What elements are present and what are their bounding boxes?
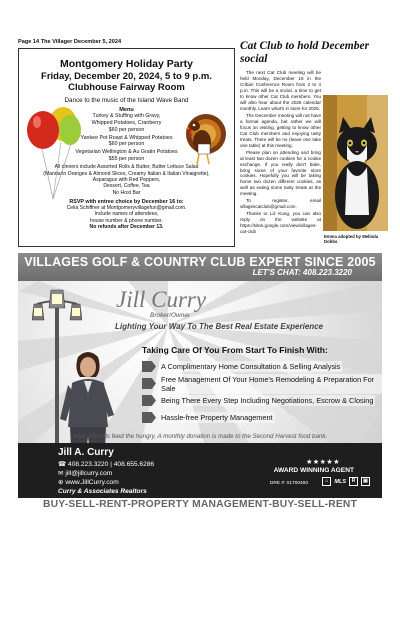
services-list <box>142 359 382 427</box>
mls-logo: MLS <box>334 478 346 485</box>
equal-housing-icon: ⌂ <box>322 477 331 486</box>
referral-note: Your referrals feed the hungry. A monthly donation is made to the Second Harvest food bank. <box>72 433 328 440</box>
service-item: Free Management Of Your Home's Remodeling & Preparation For Sale <box>142 376 382 391</box>
turkey-icon <box>178 104 230 166</box>
included-items: All dinners include Assorted Rolls & Butter, Butter Lettuce Salad (Mandarin Oranges & Almond Slices, Creamy Italian & Italian Vinaigrette), Asparagus with Red Peppers, Dessert, Coffee, Tea No Host Bar <box>43 164 210 196</box>
ad-headline: VILLAGES GOLF & COUNTRY CLUB EXPERT SINCE 2005 <box>24 255 376 269</box>
real-estate-ad <box>18 253 382 511</box>
realtor-icon: R <box>349 477 358 486</box>
services-title: Taking Care Of You From Start To Finish With: <box>142 345 328 355</box>
page-header: Page 14 The Villager December 5, 2024 <box>18 39 122 45</box>
ad-contact-footer <box>18 443 382 498</box>
service-item: Being There Every Step Including Negotiations, Escrow & Closing <box>142 393 382 408</box>
agent-name-script: Jill Curry <box>116 287 207 312</box>
party-title: Montgomery Holiday Party <box>59 58 194 70</box>
ad-slogan: Lighting Your Way To The Best Real Estate Experience <box>115 322 324 331</box>
arrow-bullet-icon <box>142 361 156 372</box>
service-item: A Complimentary Home Consultation & Selling Analysis <box>142 359 382 374</box>
party-venue: Clubhouse Fairway Room <box>68 81 185 93</box>
service-item: Hassle-free Property Management <box>142 410 382 425</box>
rsvp-line: RSVP with entree choice by December 16 to: <box>69 198 184 205</box>
menu-item: Yankee Pot Roast & Whipped Potatoes $60 per person <box>80 134 173 148</box>
rsvp-details: Celia Schiffner at Montgomeryvillagefun@gmail.com. Include names of attendees, house number & phone number. No refunds after December 13. <box>66 204 187 231</box>
rating-stars-icon: ★★★★★ <box>306 459 340 466</box>
award-label: AWARD WINNING AGENT <box>273 467 354 474</box>
arrow-bullet-icon <box>142 412 156 423</box>
company-name: Curry & Associates Realtors <box>58 488 147 495</box>
ad-bottom-banner: BUY-SELL-RENT-PROPERTY MANAGEMENT-BUY-SELL-RENT <box>18 498 382 511</box>
ad-body <box>18 281 382 456</box>
party-tagline: Dance to the music of the Island Wave Band <box>64 97 189 105</box>
menu-title: Menu <box>119 107 134 114</box>
ad-chat-phone: LET'S CHAT: 408.223.3220 <box>252 268 352 277</box>
agent-full-name: Jill A. Curry <box>58 447 114 458</box>
arrow-bullet-icon <box>142 395 156 406</box>
menu-item: Vegetarian Wellington & Au Gratin Potatoes $55 per person <box>75 149 178 163</box>
web-line[interactable]: ⊕ www.JillCurry.com <box>58 479 119 486</box>
menu-item: Turkey & Stuffing with Gravy, Whipped Potatoes, Cranberry $60 per person <box>91 113 162 133</box>
cat-club-title: Cat Club to hold December social <box>240 40 370 66</box>
agent-role: Broker/Owner <box>150 312 191 319</box>
phone-line: ☎ 408.223.3220 | 408.655.6286 <box>58 461 155 468</box>
association-icon: ▣ <box>361 477 370 486</box>
holiday-party-notice <box>18 48 235 247</box>
ad-header-bar <box>18 253 382 281</box>
cat-photo <box>323 95 388 231</box>
arrow-bullet-icon <box>142 378 156 389</box>
cat-club-article: The next Cat Club meeting will be held Monday, December 16 in the Cribari Conference Room from 2 to 4 p.m. This will be a social, a time to get to know other Cat Club members. You will also hear about the 2025 calendar monthly. Learn what's in store for 2025. The December meeting will not have a formal agenda, but rather we will focus on visiting, getting to know other Cat Club members and enjoying tasty treats. There will be no (leave one take one table) at this meeting. Please plan on attending and bring at least two dozen cookies for a cookie exchange. If you really don't bake, bring some of your favorite store cookies. Hopefully you will be taking home two dozen different cookies, as well as eating some tasty treats at the meeting. To register, email villagescatclub@gmail.com. Thanks to Liz Kung, you can also reply on the website at https://sites.google.com/view/villages-cat-club <box>240 70 321 235</box>
cat-photo-caption: Emma adopted by Melinda Dobbs <box>324 234 379 245</box>
email-line[interactable]: ✉ jill@jillcurry.com <box>58 470 113 477</box>
balloons-icon <box>23 104 83 204</box>
dre-number: DRE #: 01700460 <box>269 481 308 486</box>
party-date: Friday, December 20, 2024, 5 to 9 p.m. <box>41 70 212 82</box>
logo-row <box>322 477 370 486</box>
